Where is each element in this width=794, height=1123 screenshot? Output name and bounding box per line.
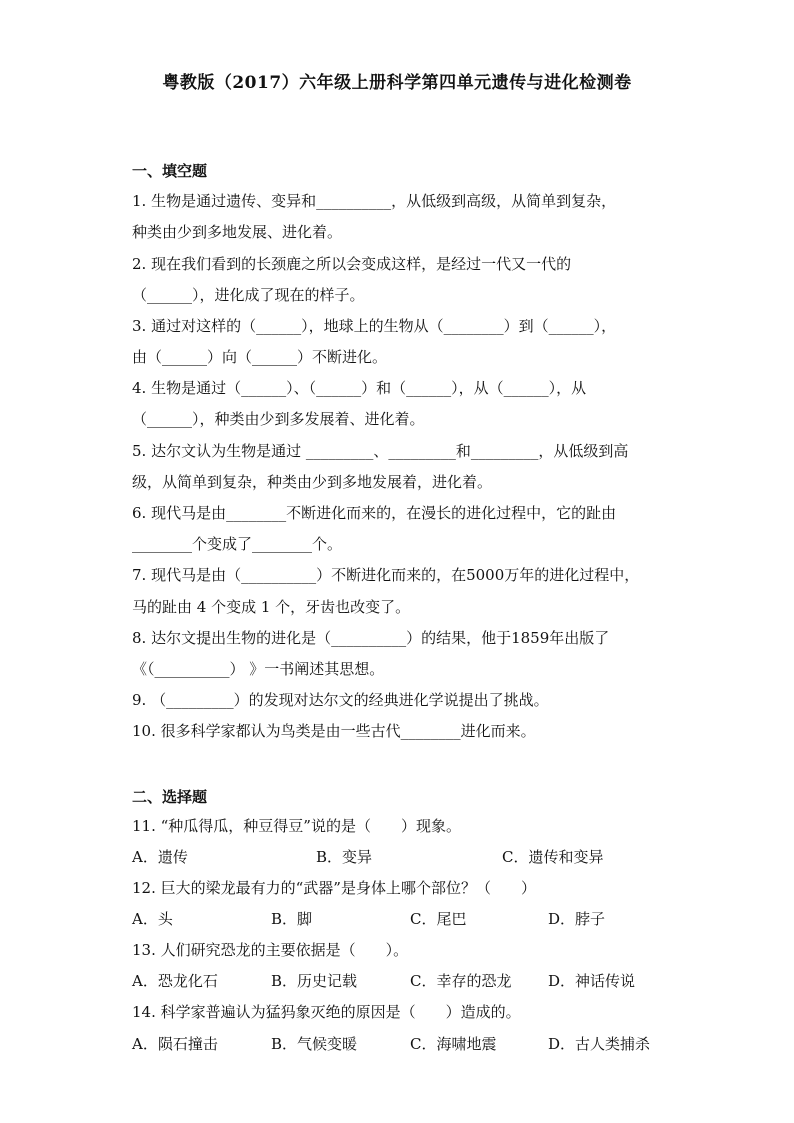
question-line: ________个变成了________个。 [132,535,343,553]
question-line: 4. 生物是通过（______）、（______）和（______），从（______），从 [132,379,587,397]
choice-option: D．神话传说 [548,972,636,990]
question-line: 级，从简单到复杂，种类由少到多地发展着，进化着。 [132,473,493,491]
choice-option: A．陨石撞击 [132,1035,218,1053]
question-line: 10. 很多科学家都认为鸟类是由一些古代________进化而来。 [132,722,536,740]
choice-option: B．气候变暖 [271,1035,358,1053]
choice-option: C．海啸地震 [410,1035,497,1053]
question-line: 8. 达尔文提出生物的进化是（__________）的结果，他于1859年出版了 [132,629,610,647]
question-stem: 14. 科学家普遍认为猛犸象灭绝的原因是（ ）造成的。 [132,1003,521,1021]
question-line: 6. 现代马是由________不断进化而来的，在漫长的进化过程中，它的趾由 [132,504,617,522]
section-heading-multiple-choice: 二、选择题 [132,788,208,806]
question-line: （______），种类由少到多发展着、进化着。 [132,410,425,428]
section-heading-fill-blank: 一、填空题 [132,162,208,180]
question-line: 由（______）向（______）不断进化。 [132,348,388,366]
question-line: 9. （_________）的发现对达尔文的经典进化学说提出了挑战。 [132,691,549,709]
question-stem: 11. “种瓜得瓜，种豆得豆”说的是（ ）现象。 [132,817,461,835]
question-line: 《（__________） 》一书阐述其思想。 [132,660,385,678]
question-line: （______），进化成了现在的样子。 [132,286,365,304]
question-line: 马的趾由 4 个变成 1 个，牙齿也改变了。 [132,598,411,616]
question-line: 5. 达尔文认为生物是通过 _________、_________和_________，从低级到高 [132,442,629,460]
choice-option: C．幸存的恐龙 [410,972,512,990]
choice-option: C．遗传和变异 [502,848,604,866]
choice-option: A．头 [132,910,173,928]
choice-option: B．脚 [271,910,313,928]
question-stem: 13. 人们研究恐龙的主要依据是（ ）。 [132,941,409,959]
question-line: 种类由少到多地发展、进化着。 [132,223,343,241]
choice-option: A．遗传 [132,848,188,866]
choice-option: C．尾巴 [410,910,467,928]
question-stem: 12. 巨大的梁龙最有力的“武器”是身体上哪个部位？（ ） [132,879,536,897]
choice-option: B．历史记载 [271,972,358,990]
choice-option: D．古人类捕杀 [548,1035,651,1053]
choice-option: D．脖子 [548,910,606,928]
question-line: 7. 现代马是由（__________）不断进化而来的，在5000万年的进化过程中， [132,566,640,584]
choice-option: A．恐龙化石 [132,972,218,990]
page-title: 粤教版（2017）六年级上册科学第四单元遗传与进化检测卷 [162,73,632,93]
question-line: 1. 生物是通过遗传、变异和__________，从低级到高级，从简单到复杂， [132,192,617,210]
question-line: 3. 通过对这样的（______），地球上的生物从（________）到（______）， [132,317,617,335]
choice-option: B．变异 [316,848,373,866]
question-line: 2. 现在我们看到的长颈鹿之所以会变成这样，是经过一代又一代的 [132,255,572,273]
